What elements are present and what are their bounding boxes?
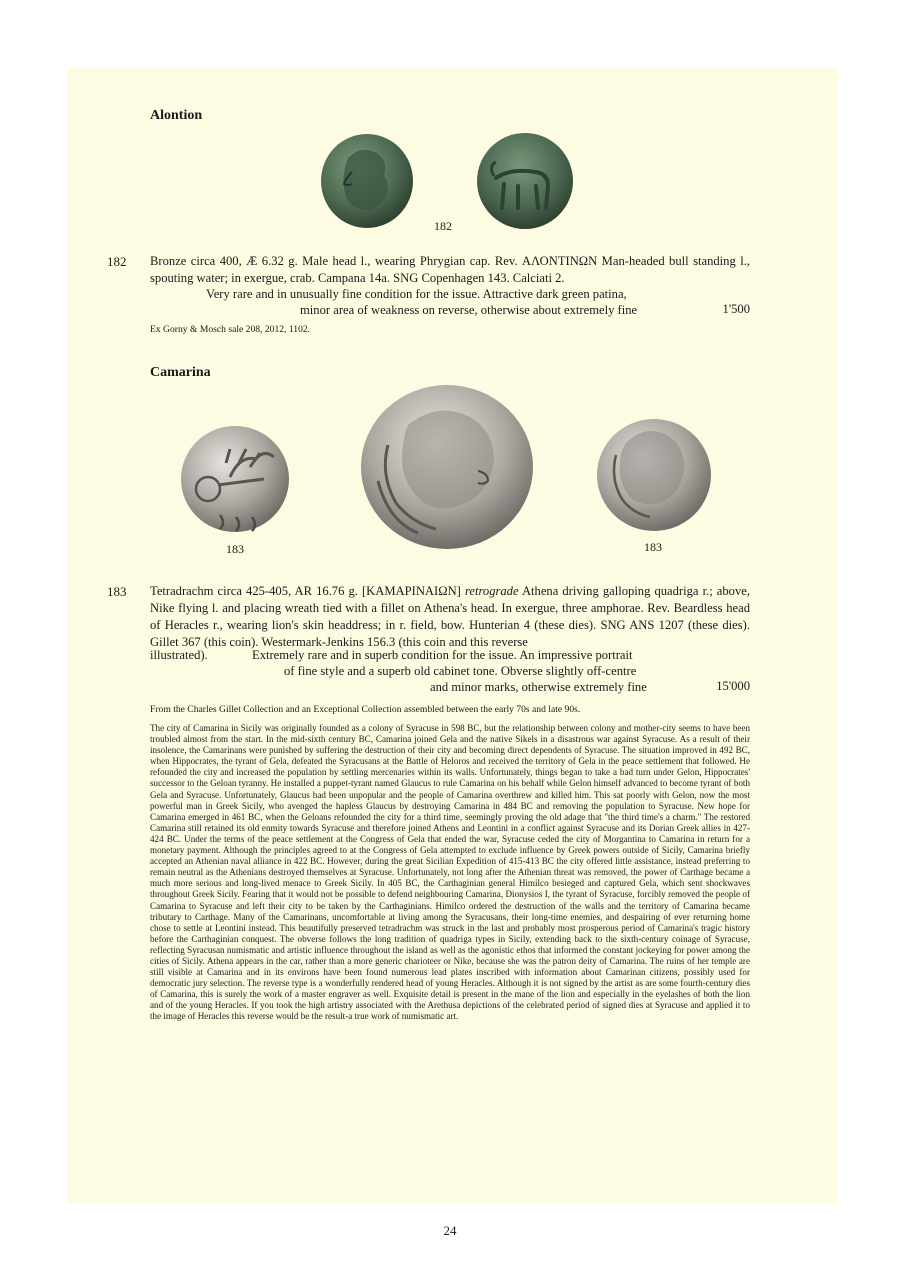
lot-183-condition-line-2: of fine style and a superb old cabinet tone. Obverse slightly off-centre <box>284 664 637 678</box>
lot-182-provenance: Ex Gorny & Mosch sale 208, 2012, 1102. <box>150 324 311 335</box>
page-number: 24 <box>443 1223 457 1238</box>
lot-182-description: Bronze circa 400, Æ 6.32 g. Male head l., wearing Phrygian cap. Rev. ΑΛΟΝΤΙΝΩΝ Man-headed bull standing l., spouting water; in exergue, crab. Campana 14a. SNG Copenhagen 143. Calciati 2. <box>150 254 750 285</box>
lot-183-description <box>150 583 750 651</box>
lot-number-182: 182 <box>107 254 127 269</box>
lot-183-condition-line-3: and minor marks, otherwise extremely fine <box>430 680 647 694</box>
lot-182-estimate: 1'500 <box>722 302 750 316</box>
lot-182-image-caption: 182 <box>434 219 452 233</box>
lot-183-description-pre: Tetradrachm circa 425-405, AR 16.76 g. [ΚΑΜΑΡΙΝΑΙΩΝ] <box>150 584 461 598</box>
lot-183-provenance: From the Charles Gillet Collection and an Exceptional Collection assembled between the early 70s and late 90s. <box>150 704 581 715</box>
lot-182-reverse-coin <box>477 133 573 229</box>
lot-183-estimate: 15'000 <box>716 679 750 693</box>
section-title-camarina: Camarina <box>150 365 211 380</box>
lot-183-description-last: illustrated). <box>150 648 208 662</box>
lot-182-condition-line-1: Very rare and in unusually fine condition for the issue. Attractive dark green patina, <box>206 287 627 301</box>
lot-183-historical-essay: The city of Camarina in Sicily was originally founded as a colony of Syracuse in 598 BC, but the relationship between colony and mother-city seems to have been troubled almost from the start. In the mid-sixth century BC, Camarina joined Gela and the native Sikels in a disastrous war against Syracuse. As a result of their insolence, the Camarinans were punished by suffering the destruction of their city and becoming direct dependents of Syracuse. The situation improved in 492 BC, when Hippocrates, the tyrant of Gela, defeated the Syracusans at the Battle of Heloros and received the territory of Gela in the peace settlement that followed. He refounded the city and increased the population by settling mercenaries within its walls. Unfortunately, things began to take a bad turn under Gelon, Hippocrates' successor to the Geloan tyranny. He installed a puppet-tyrant named Glaucus to rule Camarina on his behalf while Gelon himself advanced to become tyrant of both Gela and Syracuse. Unfortunately, Glaucus had been unpopular and the people of Camarina overthrew and killed him. This sat poorly with Gelon, now the most powerful man in Greek Sicily, who avenged the hapless Glaucus by destroying Camarina in 484 BC and removing the population to Syracuse. New hope for Camarina emerged in 461 BC, when the Geloans refounded the city for a third time, seemingly proving the old adage that "the third time's a charm." The restored Camarina still retained its old enmity towards Syracuse and therefore joined Athens and Leontini in a conflict against Syracuse and its Dorian Greek allies in 427-424 BC. Under the terms of the peace settlement at the Congress of Gela that ended the war, Syracuse ceded the city of Morgantina to Camarina in return for a monetary payment. Although the principles agreed to at the Congress of Gela attempted to exclude influence by Greek powers outside of Sicily, Camarina briefly accepted an Athenian naval alliance in 422 BC. However, during the great Sicilian Expedition of 415-413 BC the city offered little assistance, instead preferring to remain neutral as the Athenians destroyed themselves at Syracuse. Unfortunately, not long after the Athenian threat was removed, the power of Carthage became a much more serious and long-lived menace to Greek Sicily. In 405 BC, the Carthaginian general Himilco besieged and captured Gela, which sent shockwaves throughout Greek Sicily. Fearing that it would not be possible to defend neighbouring Camarina, Dionysios I, the tyrant of Syracuse, forcibly removed the people of Camarina to Syracuse and left their city to be taken by the Carthaginians. Himilco ordered the destruction of the walls and the territory of Camarina became tributary to Carthage. Many of the Camarinans, uncomfortable at living among the Syracusans, their long-time enemies, and despairing of ever returning home chose to settle at Leontini instead. This beautifully preserved tetradrachm was struck in the last and probably most prosperous period of Camarina's tragic history before the Carthaginian conquest. The obverse follows the long tradition of quadriga types in Sicily, extending back to the sixth-century coinage of Syracuse, reflecting Syracusan numismatic and artistic influence throughout the island as well as the agonistic ethos that informed the constant jockeying for power among the cities of Sicily. Athena appears in the car, rather than a more generic charioteer or Nike, because she was the patron deity of Camarina. The ruins of her temple are still visible at Camarina and in its environs have been found numerous lead plates inscribed with information about Camarinan citizens, possibly used for democratic jury selection. The reverse type is a wonderfully rendered head of young Heracles. Although it is not signed by the artist as are some fourth-century dies of Camarina, this is surely the work of a master engraver as well. Exquisite detail is present in the mane of the lion and especially in the eyelashes of both the lion and of the young Heracles. If you took the high artistry associated with the Arethusa depictions of the celebrated period of signed dies at Syracuse and applied it to the image of Heracles this reverse would be the result-a true work of numismatic art. <box>150 723 750 1022</box>
lot-183-reverse-coin-large <box>361 385 533 549</box>
lot-182-condition-line-2: minor area of weakness on reverse, otherwise about extremely fine <box>300 303 638 317</box>
lot-183-obverse-coin <box>181 426 289 532</box>
lot-183-description-italic: retrograde <box>464 584 519 598</box>
lot-183-coin-images <box>178 385 718 555</box>
section-title-alontion: Alontion <box>150 108 203 123</box>
lot-183-reverse-coin <box>597 419 711 531</box>
lot-183-image-caption-1: 183 <box>226 542 244 556</box>
lot-183-image-caption-2: 183 <box>644 540 662 554</box>
lot-182-obverse-coin <box>321 134 413 228</box>
lot-number-183: 183 <box>107 584 127 599</box>
lot-183-description-post: Athena driving galloping quadriga r.; above, Nike flying l. and placing wreath tied with a fillet on Athena's head. In exergue, three amphorae. Rev. Beardless head of Heracles r., wearing lion's skin headdress; in r. field, bow. Hunterian 4 (these dies). SNG ANS 1207 (these dies). Gillet 367 (this coin). Westermark-Jenkins 156.3 (this coin and this reverse <box>150 584 750 649</box>
lot-183-condition-line-1: Extremely rare and in superb condition for the issue. An impressive portrait <box>252 648 633 662</box>
